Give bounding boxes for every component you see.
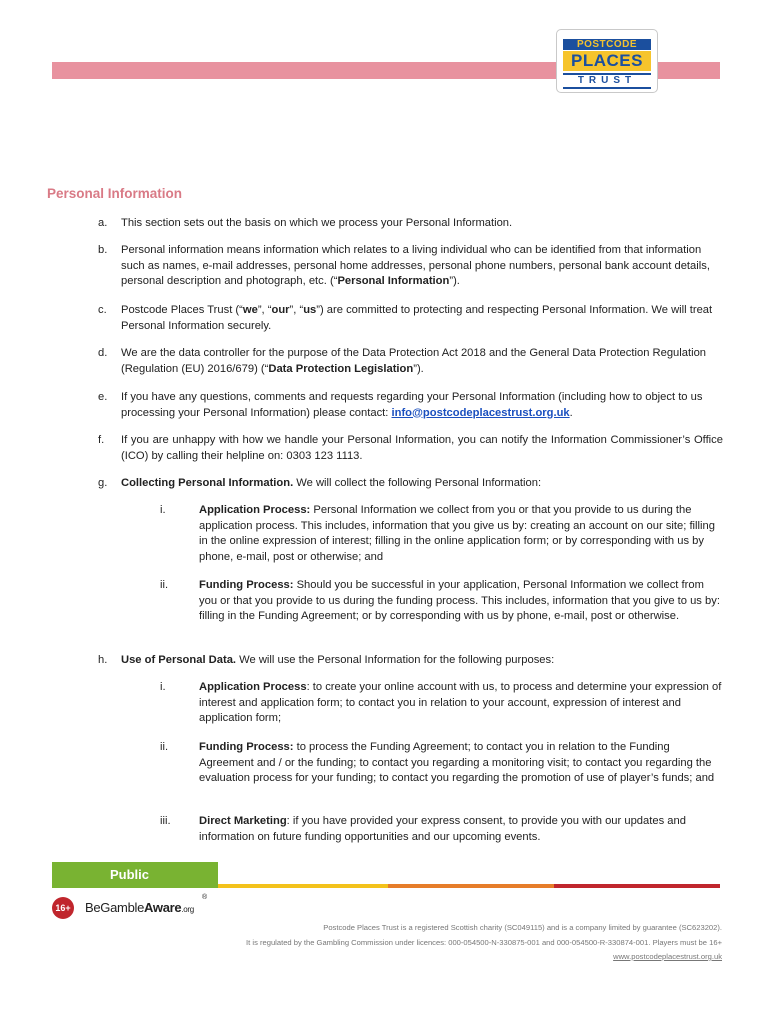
list-item-h bbox=[98, 653, 723, 669]
list-item-f bbox=[98, 433, 723, 464]
list-text: If you are unhappy with how we handle your Personal Information, you can notify the Information Commissioner’s Office (ICO) by calling their helpline on: 0303 123 1113. bbox=[121, 434, 723, 462]
defined-term: us bbox=[303, 304, 317, 316]
sub-heading: Funding Process: bbox=[199, 741, 294, 753]
sub-label: iii. bbox=[160, 815, 171, 827]
sub-item-g-ii bbox=[160, 578, 723, 625]
list-text: Postcode Places Trust (“ bbox=[121, 304, 243, 316]
list-text: We will collect the following Personal Information: bbox=[293, 477, 542, 489]
sub-item-h-i bbox=[160, 680, 723, 727]
begambleaware-wordmark bbox=[85, 900, 194, 915]
list-text: ”) are committed to protecting and respecting Personal Information. We will treat Personal Information securely. bbox=[121, 304, 713, 332]
list-text-end: ”). bbox=[413, 362, 424, 375]
sub-label: i. bbox=[160, 504, 166, 516]
wordmark-org: .org bbox=[181, 905, 194, 914]
list-text: If you have any questions, comments and requests regarding your Personal Information (including how to object to us processing your Personal Information) please contact: bbox=[121, 391, 703, 419]
list-label: g. bbox=[98, 477, 108, 489]
list-text: We will use the Personal Information for the following purposes: bbox=[236, 654, 555, 666]
list-item-c bbox=[98, 303, 723, 334]
wordmark-aware: Aware bbox=[144, 900, 182, 915]
sub-text: Should you be successful in your application, Personal Information we collect from you or that you provide to us during the funding process. This includes, information that you give to us by: filling in the Funding Agreement; or by corresponding with us by phone, e-mail, post or otherwise. bbox=[199, 579, 720, 622]
sub-text: : to create your online account with us, to process and determine your expression of interest and application form; to contact you in relation to your account, expression of interest and application form; bbox=[199, 681, 722, 724]
logo-line-postcode: POSTCODE bbox=[563, 39, 651, 50]
item-heading: Collecting Personal Information. bbox=[121, 477, 294, 489]
classification-label: Public bbox=[110, 867, 150, 882]
list-item-d bbox=[98, 346, 723, 377]
list-text-end: ”). bbox=[449, 275, 460, 287]
list-label: c. bbox=[98, 304, 107, 316]
list-label: a. bbox=[98, 217, 108, 229]
stripe-yellow bbox=[218, 884, 388, 888]
list-text-end: . bbox=[569, 406, 573, 419]
list-item-a bbox=[98, 216, 723, 232]
stripe-orange bbox=[388, 884, 554, 888]
classification-badge bbox=[52, 862, 218, 888]
footer-licence-line: It is regulated by the Gambling Commission under licences: 000-054500-N-330875-001 and 000-054500-R-330874-001. Players must be 16+ bbox=[246, 938, 722, 947]
sub-item-h-iii bbox=[160, 814, 723, 845]
footer-charity-line: Postcode Places Trust is a registered Scottish charity (SC049115) and is a company limited by guarantee (SC623202). bbox=[323, 923, 722, 932]
sub-text: : if you have provided your express consent, to provide you with our updates and information on future funding opportunities and our upcoming events. bbox=[199, 815, 686, 843]
list-label: e. bbox=[98, 391, 108, 403]
sub-heading: Funding Process: bbox=[199, 579, 294, 591]
list-text: ”, “ bbox=[289, 304, 304, 316]
list-text: We are the data controller for the purpose of the Data Protection Act 2018 and the General Data Protection Regulation (Regulation (EU) 2016/679) (“ bbox=[121, 347, 707, 375]
defined-term: Personal Information bbox=[337, 275, 450, 287]
list-label: b. bbox=[98, 244, 108, 256]
defined-term: our bbox=[271, 304, 290, 316]
contact-email-link[interactable]: info@postcodeplacestrust.org.uk bbox=[391, 406, 570, 419]
age-16-icon: 16+ bbox=[52, 897, 74, 919]
list-label: d. bbox=[98, 347, 108, 359]
sub-label: i. bbox=[160, 681, 166, 693]
sub-text: Personal Information we collect from you or that you provide to us during the application process. This includes, information that you give us by: creating an account on our site; filling in the online expression of interest; filling in the online application form; or by corresponding with us by phone, e-mail, post or otherwise; and bbox=[199, 504, 715, 563]
section-heading: Personal Information bbox=[47, 186, 183, 201]
defined-term: we bbox=[242, 304, 258, 316]
sub-label: ii. bbox=[160, 741, 169, 753]
list-label: h. bbox=[98, 654, 108, 666]
defined-term: Data Protection Legislation bbox=[268, 362, 414, 375]
wordmark-be: BeGamble bbox=[85, 900, 145, 915]
sub-text: to process the Funding Agreement; to contact you in relation to the Funding Agreement and / or the funding; to contact you regarding a monitoring visit; to contact you regarding the evaluation process for your funding; to contact you regarding the promotion of use of player’s funds; and bbox=[199, 741, 715, 784]
list-label: f. bbox=[98, 434, 105, 446]
classification-bar bbox=[52, 862, 720, 888]
list-text: ”, “ bbox=[257, 304, 272, 316]
sub-item-h-ii bbox=[160, 740, 723, 787]
postcode-places-trust-logo bbox=[556, 29, 658, 93]
sub-item-g-i bbox=[160, 503, 723, 565]
logo-line-places: PLACES bbox=[563, 51, 651, 71]
list-text: Personal information means information which relates to a living individual who can be identified from that information such as names, e-mail addresses, personal home addresses, personal phone numbers, personal bank account details, personal description and photograph, etc. (“ bbox=[121, 244, 710, 287]
list-text: This section sets out the basis on which we process your Personal Information. bbox=[121, 217, 513, 229]
sub-heading: Application Process bbox=[199, 681, 307, 693]
sub-heading: Direct Marketing bbox=[199, 815, 287, 827]
sub-label: ii. bbox=[160, 579, 169, 591]
website-link[interactable]: www.postcodeplacestrust.org.uk bbox=[613, 952, 722, 961]
stripe-red bbox=[554, 884, 720, 888]
logo-line-trust: TRUST bbox=[563, 73, 651, 89]
list-item-g bbox=[98, 476, 723, 492]
registered-mark: ® bbox=[202, 894, 208, 901]
sub-heading: Application Process: bbox=[199, 504, 311, 516]
list-item-b bbox=[98, 243, 723, 290]
item-heading: Use of Personal Data. bbox=[121, 654, 237, 666]
footer-url-line bbox=[82, 950, 722, 963]
list-item-e bbox=[98, 390, 723, 421]
